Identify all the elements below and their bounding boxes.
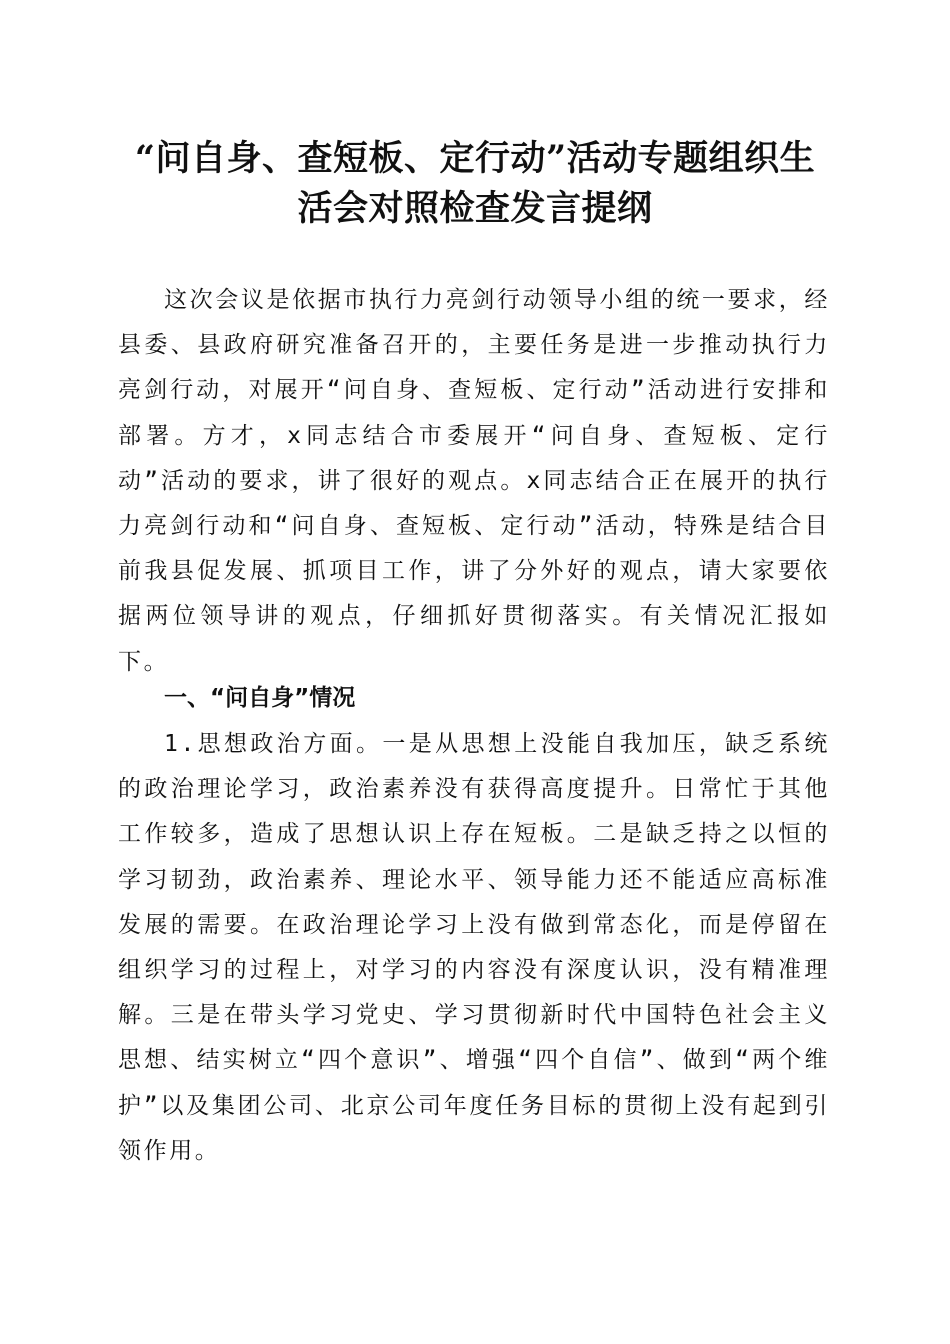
title-line-2: 活会对照检查发言提纲 (297, 188, 653, 229)
section-1-paragraph-1: 1.思想政治方面。一是从思想上没能自我加压，缺乏系统的政治理论学习，政治素养没有获得高度提升。日常忙于其他工作较多，造成了思想认识上存在短板。二是缺乏持之以恒的学习韧劲，政治素养、理论水平、领导能力还不能适应高标准发展的需要。在政治理论学习上没有做到常态化，而是停留在组织学习的过程上，对学习的内容没有深度认识，没有精准理解。三是在带头学习党史、学习贯彻新时代中国特色社会主义思想、结实树立“四个意识”、增强“四个自信”、做到“两个维护”以及集团公司、北京公司年度任务目标的贯彻上没有起到引领作用。 (118, 731, 830, 1164)
section-heading-1: 一、“问自身”情况 (164, 685, 356, 711)
intro-paragraph: 这次会议是依据市执行力亮剑行动领导小组的统一要求，经县委、县政府研究准备召开的，主要任务是进一步推动执行力亮剑行动，对展开“问自身、查短板、定行动”活动进行安排和部署。方才，x同志结合市委展开“问自身、查短板、定行动”活动的要求，讲了很好的观点。x同志结合正在展开的执行力亮剑行动和“问自身、查短板、定行动”活动，特殊是结合目前我县促发展、抓项目工作，讲了分外好的观点，请大家要依据两位领导讲的观点，仔细抓好贯彻落实。有关情况汇报如下。 (118, 287, 830, 675)
title-line-1: “问自身、查短板、定行动”活动专题组织生 (134, 138, 816, 179)
document-title (100, 134, 850, 234)
